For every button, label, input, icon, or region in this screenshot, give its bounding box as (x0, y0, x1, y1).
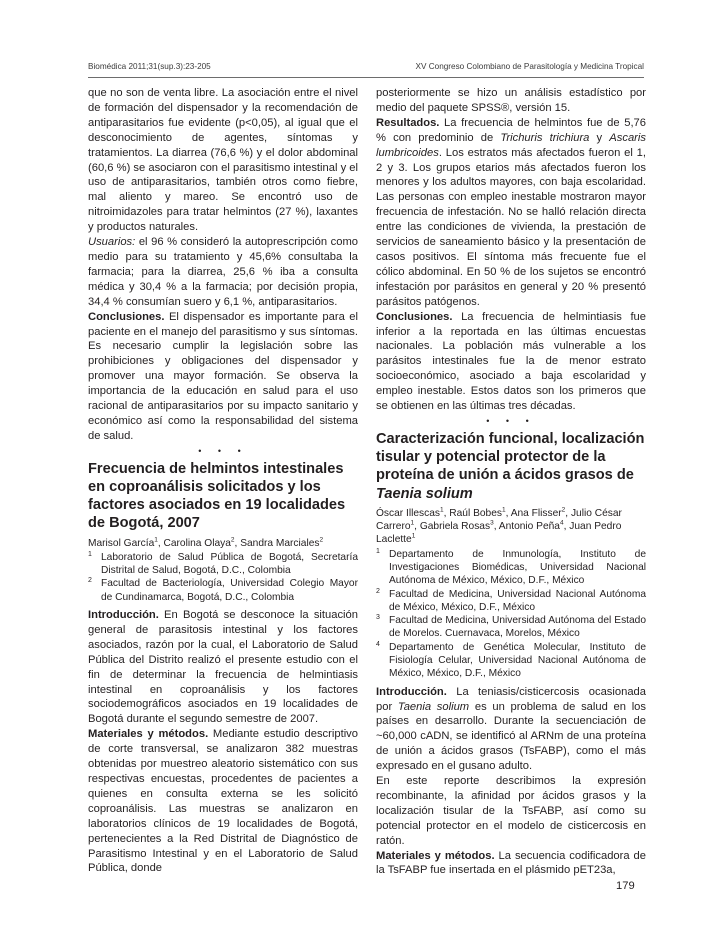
species-name: Trichuris trichiura (500, 131, 590, 144)
affiliation-text: Departamento de Genética Molecular, Instituto de Fisiología Celular, Universidad Nacional Autónoma de México, México, D.F., México (389, 641, 646, 680)
introduccion-paragraph (88, 608, 358, 727)
author-name: Antonio Peña (498, 521, 560, 533)
materiales-paragraph (376, 849, 646, 879)
article-title (376, 430, 646, 503)
journal-citation: Biomédica 2011;31(sup.3):23-205 (88, 62, 211, 71)
species-name: Taenia solium (376, 485, 473, 502)
affiliation-number: 1 (88, 550, 92, 558)
author-affiliation-mark: 2 (319, 536, 324, 544)
introduccion-text: En Bogotá se desconoce la situación general de parasitosis intestinal y los factores asociados, razón por la cual, el Laboratorio de Salud Pública del Distrito realizó el presente estudio con el fin de determinar la frecuencia de helmintiasis intestinal en coproanálisis y los factores sociodemográficos asociados en 19 localidades de Bogotá durante el segundo semestre de 2007. (88, 609, 358, 726)
congress-name: XV Congreso Colombiano de Parasitología y Medicina Tropical (415, 62, 644, 71)
author-name: Juan Pedro Laclette (376, 521, 622, 546)
affiliation-number: 1 (376, 547, 380, 555)
section-separator: • • • (198, 445, 248, 456)
author-affiliation-mark: 1 (411, 532, 416, 540)
author-affiliation-mark: 1 (439, 506, 444, 514)
materiales-text: Mediante estudio descriptivo de corte transversal, se analizaron 382 muestras obtenidas por muestreo aleatorio sistemático con sus respectivas encuestas, procedentes de pacientes a quienes en consulta externa se les solicitó coproanálisis. Las muestras se analizaron en laboratorios clínicos de 19 localidades de Bogotá, pertenecientes a la Red Distrital de Diagnóstico de Parasitismo Intestinal y en el Laboratorio de Salud Pública, donde (88, 728, 358, 875)
materiales-label: Materiales y métodos. (88, 728, 209, 741)
conclusiones-text: La frecuencia de helmintiasis fue inferior a la reportada en las últimas encuestas nacionales. La población más vulnerable a los parásitos intestinales fue la de menor estrato socioeconómico, asociado a baja escolaridad y empleo inestable. Estos datos son los primeros que se obtienen en las últimas tres décadas. (376, 310, 646, 413)
affiliation-list (88, 551, 358, 604)
materiales-paragraph (88, 727, 358, 876)
author-name: Marisol García (88, 537, 155, 549)
section-separator: • • • (486, 415, 536, 426)
usuarios-text: el 96 % consideró la autoprescripción como medio para su tratamiento y 45,6% consultaba la farmacia; para la diarrea, 25,6 % iba a consulta médica y 30,4 % a la farmacia; por decisión propia, 34,4 % consumían suero y 6,1 %, antiparasitarios. (88, 236, 358, 308)
species-name: Taenia solium (397, 700, 470, 713)
reporte-paragraph: En este reporte describimos la expresión recombinante, la afinidad por ácidos grasos y la localización tisular de la TsFABP, así como su potencial protector en el modelo de cisticercosis en ratón. (376, 775, 646, 847)
affiliation (88, 551, 358, 578)
affiliation (376, 548, 646, 588)
page-number: 179 (616, 880, 635, 892)
affiliation-text: Facultad de Bacteriología, Universidad Colegio Mayor de Cundinamarca, Bogotá, D.C., Colombia (101, 578, 358, 603)
affiliation-number: 2 (88, 577, 92, 585)
author-affiliation-mark: 1 (501, 506, 506, 514)
affiliation-number: 2 (376, 587, 380, 595)
affiliation-text: Laboratorio de Salud Pública de Bogotá, Secretaría Distrital de Salud, Bogotá, D.C., Colombia (101, 551, 358, 577)
author-name: Óscar Illescas (376, 507, 440, 519)
continued-paragraph: que no son de venta libre. La asociación entre el nivel de formación del dispensador y la recomendación de antiparasitarios fue evidente (p<0,05), al igual que el desconocimiento de agentes, síntomas y tratamientos. La diarrea (76,6 %) y el dolor abdominal (60,6 %) se asociaron con el parasitismo intestinal y el uso de antiparasitarios, también otros como fiebre, mal aliento y mareo. Se encontró uso de nitroimidazoles para tratar helmintos (27 %), laxantes y productos naturales. (88, 87, 358, 234)
header-rule (88, 77, 644, 78)
author-affiliation-mark: 4 (559, 519, 564, 527)
author-affiliation-mark: 2 (561, 506, 566, 514)
article-title-text: Caracterización funcional, localización tisular y potencial protector de la proteína de unión a ácidos grasos de (376, 430, 645, 484)
affiliation-number: 4 (376, 640, 380, 648)
introduccion-paragraph (376, 685, 646, 774)
materiales-label: Materiales y métodos. (376, 849, 495, 862)
affiliation-text: Facultad de Medicina, Universidad Nacional Autónoma de México, México, D.F., México (389, 588, 646, 613)
author-affiliation-mark: 2 (230, 536, 235, 544)
continued-paragraph: posteriormente se hizo un análisis estadístico por medio del paquete SPSS®, versión 15. (376, 87, 646, 114)
running-header (88, 62, 644, 74)
usuarios-label: Usuarios: (88, 236, 136, 249)
introduccion-text: es un problema de salud en los países en desarrollo. Durante la secuenciación de ~60,000 cADN, se identificó al ARNm de una proteína de unión a ácidos grasos (TsFABP), como el más expresado en el gusano adulto. (376, 700, 646, 773)
conclusiones-paragraph (88, 310, 358, 444)
usuarios-paragraph (88, 235, 358, 310)
author-name: Ana Flisser (510, 507, 562, 519)
conclusiones-label: Conclusiones. (88, 310, 165, 323)
conclusiones-label: Conclusiones. (376, 310, 453, 323)
affiliation-number: 3 (376, 614, 380, 622)
author-affiliation-mark: 1 (154, 536, 158, 544)
introduccion-label: Introducción. (376, 685, 447, 698)
affiliation-text: Facultad de Medicina, Universidad Autónoma del Estado de Morelos. Cuernavaca, Morelos, México (389, 615, 646, 640)
affiliation (376, 641, 646, 681)
affiliation (376, 614, 646, 641)
author-affiliation-mark: 1 (410, 519, 415, 527)
author-list: Óscar Illescas$^1$, Raúl Bobes$^1$, Ana Flisser$^2$, Julio César Carrero$^1$, Gabriela Rosas$^3$, Antonio Peña$^4$, Juan Pedro Laclette$^1$ (376, 506, 622, 546)
author-name: Gabriela Rosas (419, 521, 491, 533)
affiliation (88, 577, 358, 604)
conclusiones-paragraph (376, 310, 646, 414)
species-name: Ascaris lumbricoides (376, 131, 646, 159)
resultados-text: La frecuencia de helmintos fue de 5,76 % con predominio de (376, 116, 646, 144)
resultados-text: . Los estratos más afectados fueron el 1, 2 y 3. Los grupos etarios más afectados fueron los menores y los adultos mayores, con baja escolaridad. Las personas con empleo inestable mostraron mayor frecuencia de infestación. No se halló relación directa entre las condiciones de vivienda, la prestación de servicios de saneamiento básico y la presentación de casos positivos. El síntoma más frecuente fue el cólico abdominal. En 50 % de los sujetos se encontró infestación por parásitos en general y 20 % presentó parásitos patógenos. (376, 146, 646, 308)
right-column (376, 86, 646, 878)
author-name: Julio César Carrero (376, 507, 622, 533)
author-name: , Sandra Marciales (234, 537, 320, 549)
left-column (88, 86, 358, 876)
article-title: Frecuencia de helmintos intestinales en coproanálisis solicitados y los factores asociados en 19 localidades de Bogotá, 2007 (88, 460, 346, 532)
resultados-paragraph (376, 116, 646, 310)
conclusiones-text: El dispensador es importante para el paciente en el manejo del parasitismo y sus síntomas. Es necesario cumplir la legislación sobre las prohibiciones y obligaciones del dispensador y promover una mayor formación. Se observa la importancia de la educación en salud para el uso racional de antiparasitarios por su impacto sanitario y económico así como la responsabilidad del sistema de salud. (88, 310, 358, 442)
introduccion-label: Introducción. (88, 609, 159, 622)
author-name: , Carolina Olaya (157, 537, 231, 549)
author-name: Raúl Bobes (449, 507, 502, 519)
resultados-text: y (589, 131, 610, 144)
author-affiliation-mark: 3 (490, 519, 494, 527)
resultados-label: Resultados. (376, 116, 440, 129)
materiales-text: La secuencia codificadora de la TsFABP fue insertada en el plásmido pET23a, (376, 849, 647, 877)
affiliation (376, 588, 646, 615)
introduccion-text: La teniasis/cisticercosis ocasionada por (376, 685, 646, 713)
affiliation-text: Departamento de Inmunología, Instituto de Investigaciones Biomédicas, Universidad Nacional Autónoma de México, México, D.F., México (389, 548, 646, 587)
author-list (88, 537, 358, 550)
affiliation-list (376, 548, 646, 681)
